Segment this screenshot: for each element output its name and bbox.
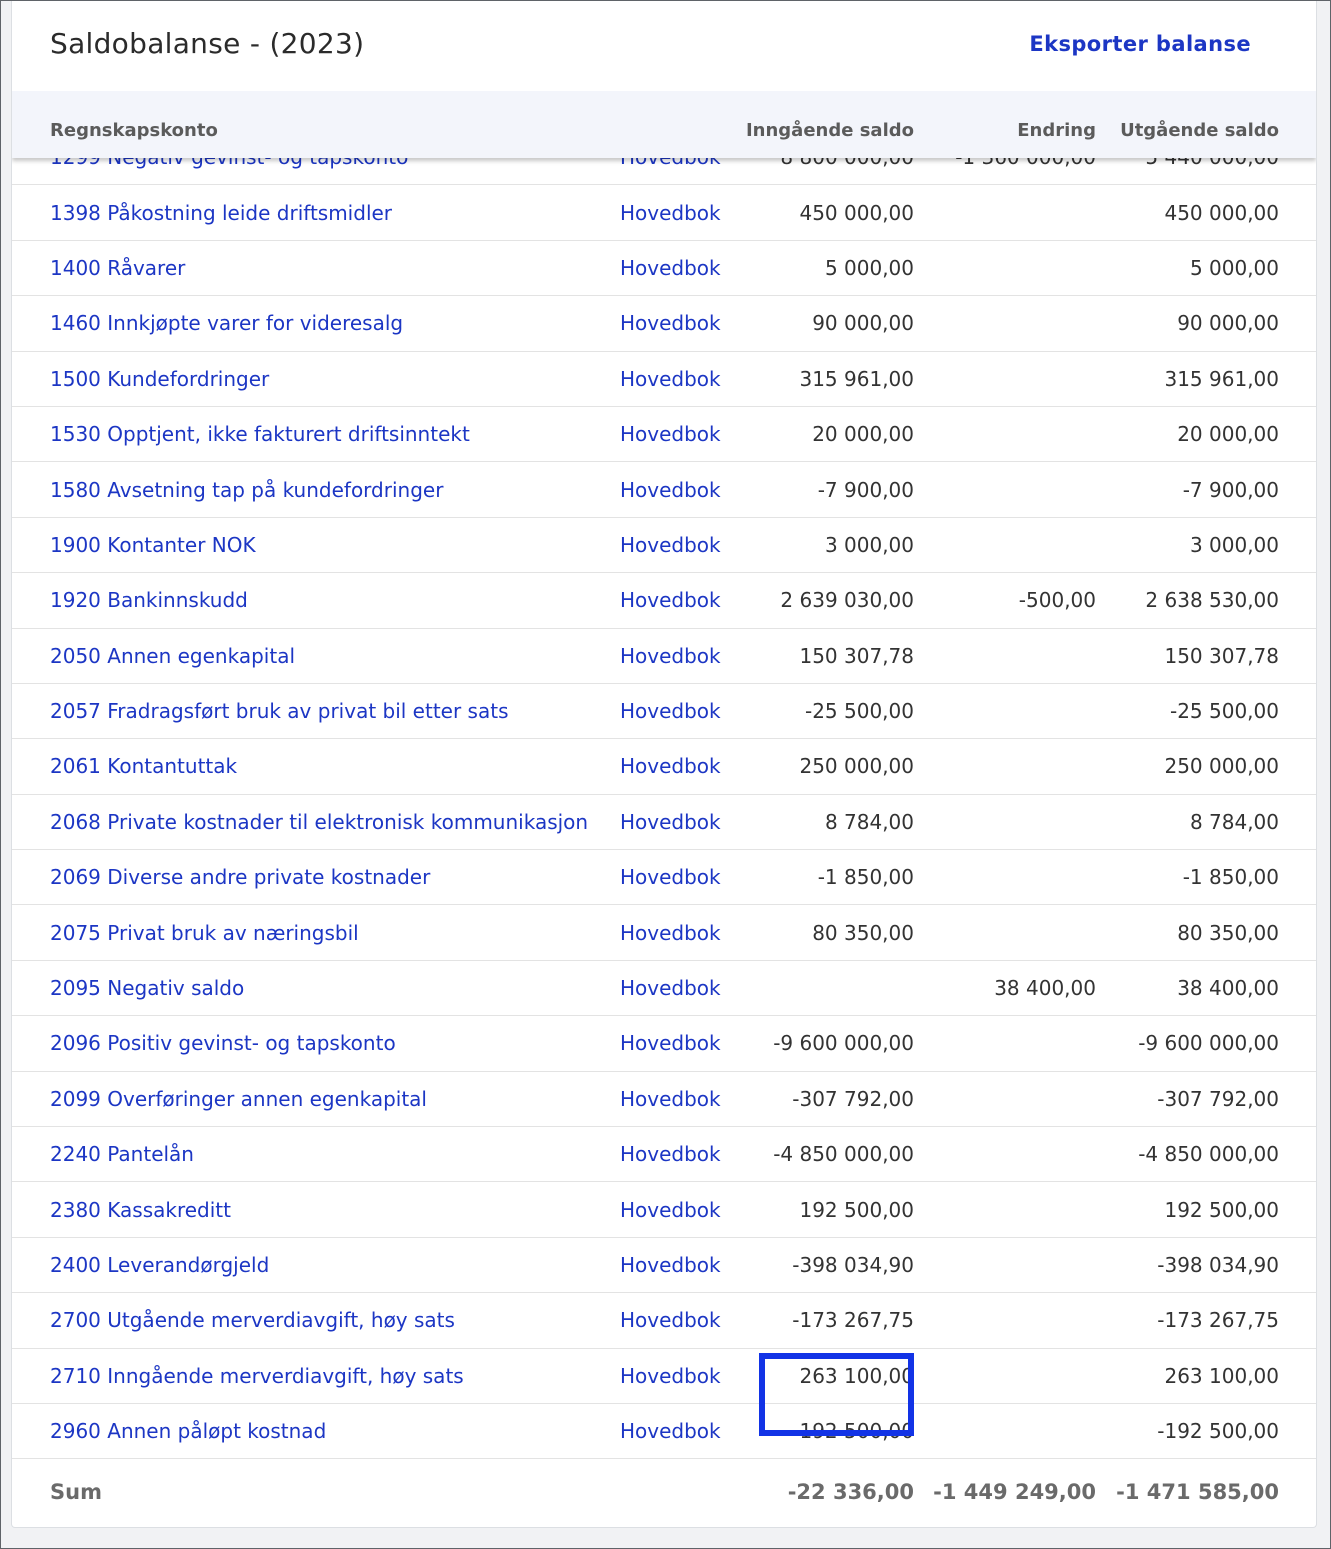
ledger-link[interactable]: Hovedbok [620,1197,721,1222]
table-row [12,407,1316,462]
table-row [12,684,1316,739]
sum-opening: -22 336,00 [787,1480,914,1504]
account-link[interactable]: 2068 Private kostnader til elektronisk kommunikasjon [50,809,589,834]
account-link[interactable]: 1580 Avsetning tap på kundefordringer [50,477,444,502]
account-link[interactable]: 1500 Kundefordringer [50,366,270,391]
ledger-link[interactable]: Hovedbok [620,1086,721,1111]
export-balance-link[interactable]: Eksporter balanse [1029,32,1251,56]
table-row [12,573,1316,628]
account-link[interactable]: 1920 Bankinnskudd [50,588,248,613]
table-row [12,1016,1316,1071]
closing-balance: 38 400,00 [1177,976,1279,1001]
column-header-change[interactable]: Endring [1017,120,1096,141]
opening-balance: 450 000,00 [799,200,914,225]
ledger-link[interactable]: Hovedbok [620,588,721,613]
column-header-opening[interactable]: Inngående saldo [745,120,914,141]
opening-balance: -192 500,00 [792,1419,914,1444]
account-link[interactable]: 2095 Negativ saldo [50,976,245,1001]
ledger-link[interactable]: Hovedbok [620,1142,721,1167]
table-row [12,961,1316,1016]
table-row [12,739,1316,794]
ledger-link[interactable]: Hovedbok [620,1419,721,1444]
opening-balance: -25 500,00 [804,699,914,724]
closing-balance: 150 307,78 [1164,643,1279,668]
ledger-link[interactable]: Hovedbok [620,809,721,834]
opening-balance: -173 267,75 [792,1308,914,1333]
account-link[interactable]: 2061 Kontantuttak [50,754,238,779]
account-link[interactable]: 2240 Pantelån [50,1142,194,1167]
account-link[interactable]: 2096 Positiv gevinst- og tapskonto [50,1031,396,1056]
balance-card [11,1,1317,1528]
table-row [12,850,1316,905]
sum-row [12,1458,1316,1526]
ledger-link[interactable]: Hovedbok [620,255,721,280]
closing-balance: -192 500,00 [1157,1419,1279,1444]
opening-balance: -4 850 000,00 [773,1142,914,1167]
table-row [12,1182,1316,1237]
closing-balance: 250 000,00 [1164,754,1279,779]
account-link[interactable]: 2069 Diverse andre private kostnader [50,865,431,890]
opening-balance: -7 900,00 [817,477,914,502]
opening-balance: 263 100,00 [799,1363,914,1388]
ledger-link[interactable]: Hovedbok [620,366,721,391]
opening-balance: 192 500,00 [799,1197,914,1222]
opening-balance: 250 000,00 [799,754,914,779]
opening-balance: 8 784,00 [824,809,914,834]
closing-balance: 315 961,00 [1164,366,1279,391]
table-row [12,1404,1316,1459]
closing-balance: -307 792,00 [1157,1086,1279,1111]
account-link[interactable]: 1900 Kontanter NOK [50,532,256,557]
table-row [12,795,1316,850]
page-title: Saldobalanse - (2023) [50,27,365,60]
ledger-link[interactable]: Hovedbok [620,643,721,668]
ledger-link[interactable]: Hovedbok [620,754,721,779]
account-link[interactable]: 2099 Overføringer annen egenkapital [50,1086,427,1111]
table-row [12,185,1316,240]
closing-balance: 3 000,00 [1189,532,1279,557]
account-link[interactable]: 2075 Privat bruk av næringsbil [50,920,359,945]
sum-change: -1 449 249,00 [933,1480,1096,1504]
account-link[interactable]: 1400 Råvarer [50,255,186,280]
account-link[interactable]: 2050 Annen egenkapital [50,643,295,668]
column-header-closing[interactable]: Utgående saldo [1120,120,1279,141]
sum-label: Sum [50,1480,102,1504]
table-row [12,241,1316,296]
opening-balance: 2 639 030,00 [780,588,914,613]
ledger-link[interactable]: Hovedbok [620,477,721,502]
ledger-link[interactable]: Hovedbok [620,699,721,724]
account-link[interactable]: 1530 Opptjent, ikke fakturert driftsinntekt [50,422,470,447]
column-header-account[interactable]: Regnskapskonto [50,120,218,141]
opening-balance: 5 000,00 [824,255,914,280]
table-row [12,1238,1316,1293]
closing-balance: 80 350,00 [1177,920,1279,945]
ledger-link[interactable]: Hovedbok [620,532,721,557]
closing-balance: 450 000,00 [1164,200,1279,225]
balance-table[interactable] [12,91,1316,1527]
closing-balance: -9 600 000,00 [1138,1031,1279,1056]
table-row [12,629,1316,684]
account-link[interactable]: 2380 Kassakreditt [50,1197,231,1222]
account-link[interactable]: 2700 Utgående merverdiavgift, høy sats [50,1308,455,1333]
opening-balance: 90 000,00 [812,311,914,336]
table-row [12,1293,1316,1348]
opening-balance: -1 850,00 [817,865,914,890]
closing-balance: -1 850,00 [1182,865,1279,890]
sum-closing: -1 471 585,00 [1116,1480,1279,1504]
account-link[interactable]: 2057 Fradragsført bruk av privat bil etter sats [50,699,509,724]
table-row [12,518,1316,573]
account-link[interactable]: 1398 Påkostning leide driftsmidler [50,200,393,225]
closing-balance: -7 900,00 [1182,477,1279,502]
ledger-link[interactable]: Hovedbok [620,1308,721,1333]
closing-balance: 263 100,00 [1164,1363,1279,1388]
account-link[interactable]: 2710 Inngående merverdiavgift, høy sats [50,1363,464,1388]
ledger-link[interactable]: Hovedbok [620,1031,721,1056]
ledger-link[interactable]: Hovedbok [620,920,721,945]
opening-balance: -307 792,00 [792,1086,914,1111]
opening-balance: 20 000,00 [812,422,914,447]
table-row [12,905,1316,960]
table-row [12,462,1316,517]
opening-balance: 3 000,00 [824,532,914,557]
closing-balance: -173 267,75 [1157,1308,1279,1333]
table-body [12,130,1316,1459]
opening-balance: 150 307,78 [799,643,914,668]
ledger-link[interactable]: Hovedbok [620,976,721,1001]
closing-balance: 20 000,00 [1177,422,1279,447]
table-row [12,296,1316,351]
change-value: 38 400,00 [994,976,1096,1001]
opening-balance: -398 034,90 [792,1253,914,1277]
closing-balance: -398 034,90 [1157,1253,1279,1277]
closing-balance: 90 000,00 [1177,311,1279,336]
account-link[interactable]: 2400 Leverandørgjeld [50,1253,270,1277]
change-value: -500,00 [1018,588,1096,613]
table-row [12,352,1316,407]
table-row [12,1072,1316,1127]
ledger-link[interactable]: Hovedbok [620,1253,721,1277]
closing-balance: 192 500,00 [1164,1197,1279,1222]
ledger-link[interactable]: Hovedbok [620,422,721,447]
opening-balance: -9 600 000,00 [773,1031,914,1056]
ledger-link[interactable]: Hovedbok [620,200,721,225]
table-row [12,1349,1316,1404]
opening-balance: 80 350,00 [812,920,914,945]
closing-balance: -25 500,00 [1169,699,1279,724]
ledger-link[interactable]: Hovedbok [620,865,721,890]
account-link[interactable]: 1460 Innkjøpte varer for videresalg [50,311,404,336]
opening-balance: 315 961,00 [799,366,914,391]
closing-balance: 5 000,00 [1189,255,1279,280]
ledger-link[interactable]: Hovedbok [620,1363,721,1388]
closing-balance: -4 850 000,00 [1138,1142,1279,1167]
table-row [12,1127,1316,1182]
closing-balance: 8 784,00 [1189,809,1279,834]
closing-balance: 2 638 530,00 [1145,588,1279,613]
ledger-link[interactable]: Hovedbok [620,311,721,336]
table-header [12,91,1316,158]
account-link[interactable]: 2960 Annen påløpt kostnad [50,1419,327,1444]
